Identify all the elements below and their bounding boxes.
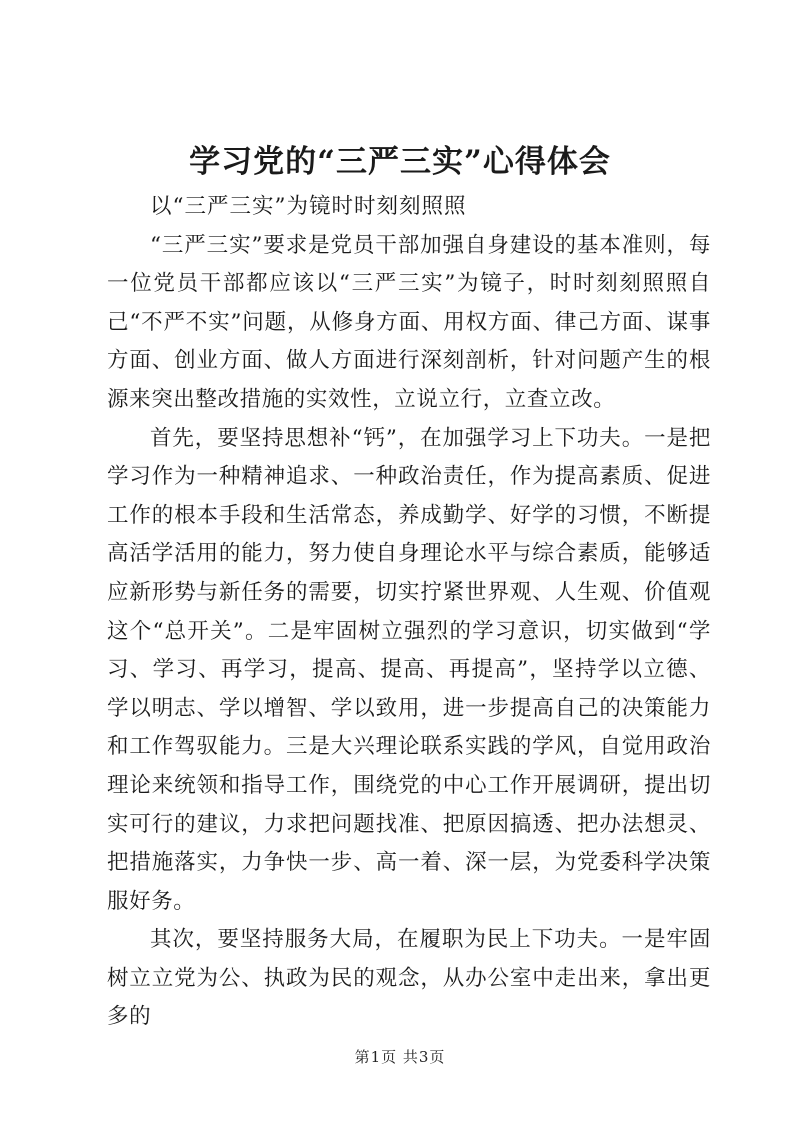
document-subtitle: 以“三严三实”为镜时时刻刻照照: [150, 194, 467, 219]
paragraph-2: 首先，要坚持思想补“钙”，在加强学习上下功夫。一是把学习作为一种精神追求、一种政治责任，作为提高素质、促进工作的根本手段和生活常态，养成勤学、好学的习惯，不断提高活学活用的能力，努力使自身理论水平与综合素质，能够适应新形势与新任务的需要，切实拧紧世界观、人生观、价值观这个“总开关”。二是牢固树立强烈的学习意识，切实做到“学习、学习、再学习，提高、提高、再提高”，坚持学以立德、学以明志、学以增智、学以致用，进一步提高自己的决策能力和工作驾驭能力。三是大兴理论联系实践的学风，自觉用政治理论来统领和指导工作，围绕党的中心工作开展调研，提出切实可行的建议，力求把问题找准、把原因搞透、把办法想灵、把措施落实，力争快一步、高一着、深一层，为党委科学决策服好务。: [107, 425, 711, 914]
paragraph-1: “三严三实”要求是党员干部加强自身建设的基本准则，每一位党员干部都应该以“三严三实”为镜子，时时刻刻照照自己“不严不实”问题，从修身方面、用权方面、律己方面、谋事方面、创业方面、做人方面进行深刻剖析，针对问题产生的根源来突出整改措施的实效性，立说立行，立查立改。: [107, 232, 711, 412]
document-body: [107, 188, 711, 1037]
page-number-footer: 第1页 共3页: [354, 1048, 446, 1066]
paragraph-3: 其次，要坚持服务大局，在履职为民上下功夫。一是牢固树立立党为公、执政为民的观念，从办公室中走出来，拿出更多的: [107, 927, 711, 1030]
document-title: 学习党的“三严三实”心得体会: [189, 144, 611, 180]
